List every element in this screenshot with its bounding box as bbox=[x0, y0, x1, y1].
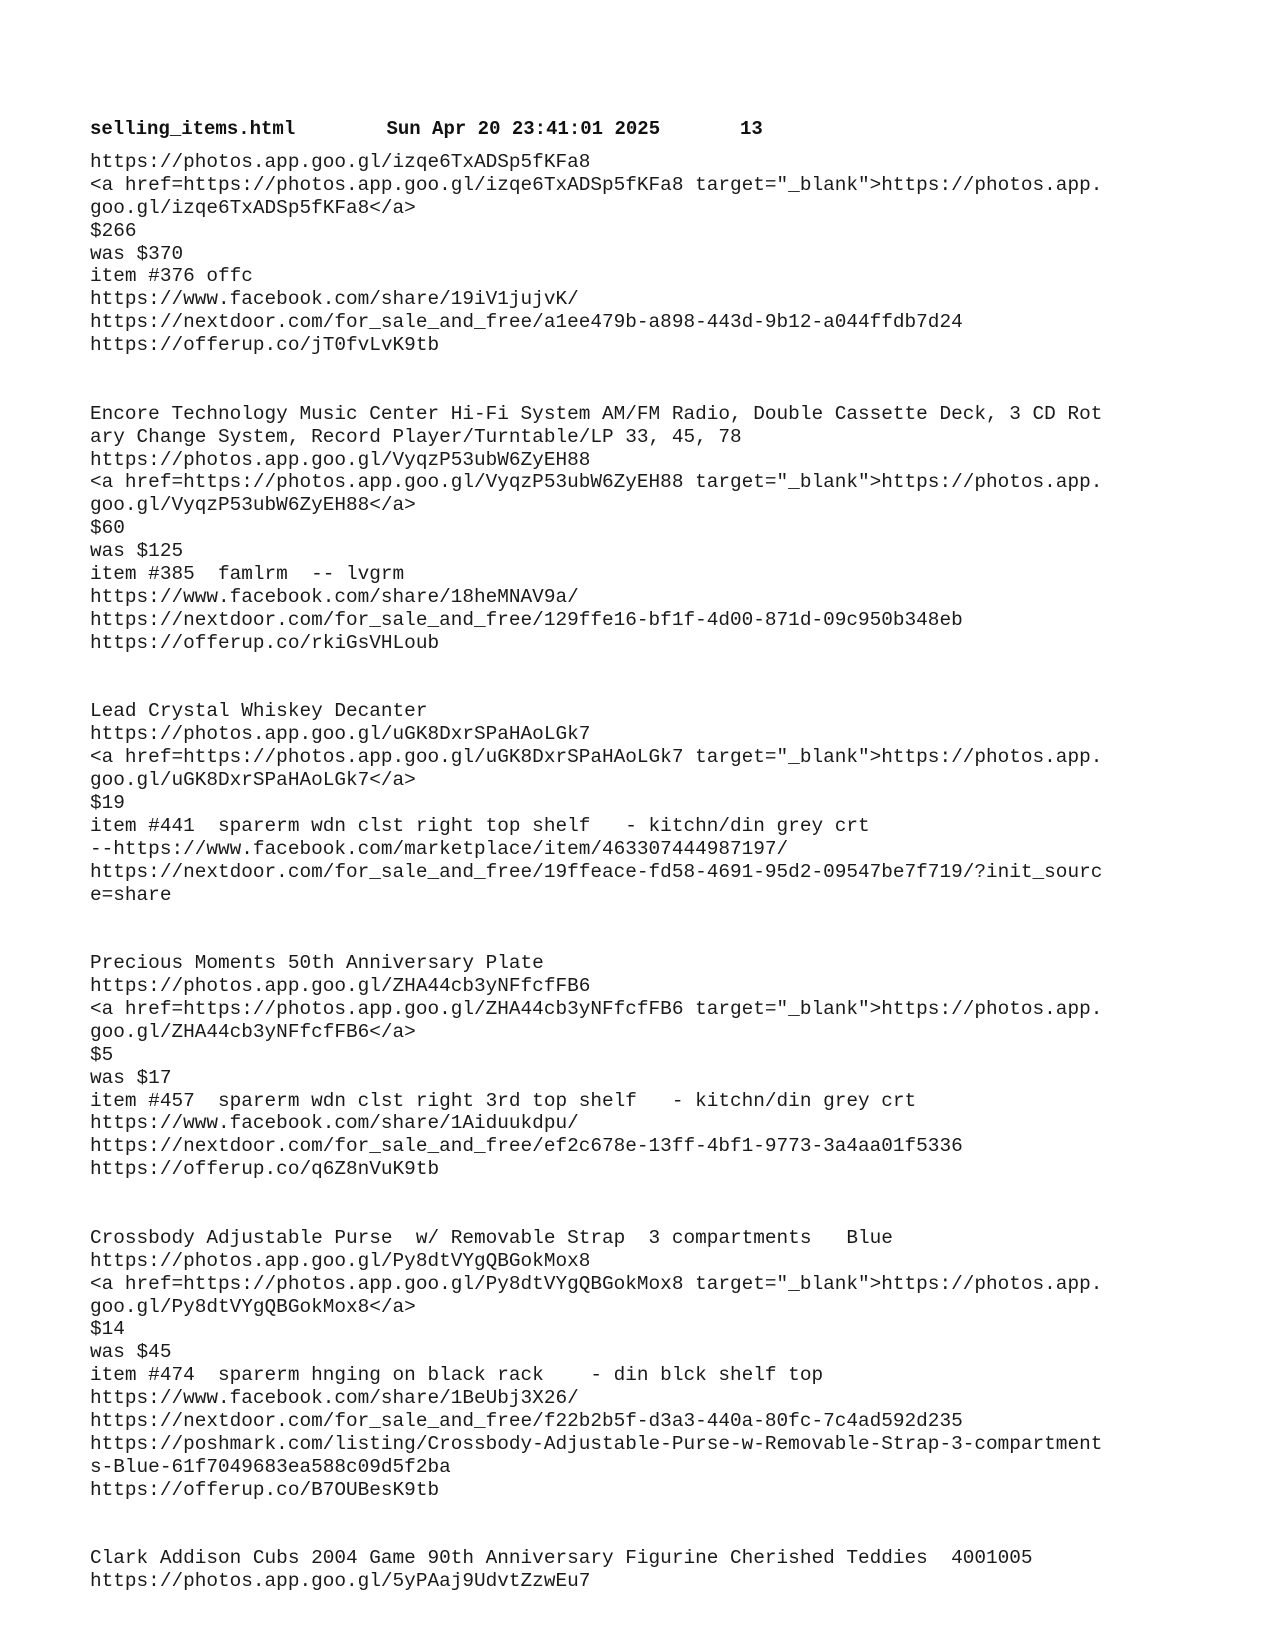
header-date: Sun Apr 20 23:41:01 2025 bbox=[386, 118, 661, 140]
url-line: https://nextdoor.com/for_sale_and_free/19ffeace-fd58-4691-95d2-09547be7f719/?init_sourc bbox=[90, 860, 1103, 883]
url-line: https://photos.app.goo.gl/izqe6TxADSp5fKFa8 bbox=[90, 151, 591, 173]
price-line: $60 bbox=[90, 517, 125, 540]
text-line: Clark Addison Cubs 2004 Game 90th Anniversary Figurine Cherished Teddies 4001005 bbox=[90, 1547, 1033, 1570]
text-line: goo.gl/ZHA44cb3yNFfcfFB6</a> bbox=[90, 1020, 416, 1043]
anchor-markup-line: <a href=https://photos.app.goo.gl/Py8dtVYgQBGokMox8 target="_blank">https://photos.app. bbox=[90, 1272, 1103, 1295]
url-line: https://photos.app.goo.gl/VyqzP53ubW6ZyEH88 bbox=[90, 448, 591, 471]
text-line: Precious Moments 50th Anniversary Plate bbox=[90, 952, 544, 975]
price-line: $266 bbox=[90, 219, 137, 242]
url-line: https://nextdoor.com/for_sale_and_free/ef2c678e-13ff-4bf1-9773-3a4aa01f5336 bbox=[90, 1135, 963, 1158]
url-line: https://offerup.co/B7OUBesK9tb bbox=[90, 1478, 440, 1501]
url-line: --https://www.facebook.com/marketplace/item/463307444987197/ bbox=[90, 837, 789, 860]
text-line: e=share bbox=[90, 883, 172, 906]
text-line: Encore Technology Music Center Hi-Fi System AM/FM Radio, Double Cassette Deck, 3 CD Rot bbox=[90, 402, 1103, 425]
item-number-line: item #376 offc bbox=[90, 265, 253, 288]
text-line: goo.gl/VyqzP53ubW6ZyEH88</a> bbox=[90, 494, 416, 517]
blank-line bbox=[90, 906, 1190, 929]
page-header bbox=[90, 118, 763, 140]
url-line: https://www.facebook.com/share/19iV1jujvK/ bbox=[90, 288, 579, 311]
url-line: https://offerup.co/rkiGsVHLoub bbox=[90, 631, 440, 654]
text-line: ary Change System, Record Player/Turntable/LP 33, 45, 78 bbox=[90, 425, 742, 448]
url-line: https://offerup.co/q6Z8nVuK9tb bbox=[90, 1158, 440, 1181]
header-filename: selling_items.html bbox=[90, 118, 296, 140]
url-line: https://poshmark.com/listing/Crossbody-Adjustable-Purse-w-Removable-Strap-3-compartment bbox=[90, 1432, 1103, 1455]
anchor-markup-line: <a href=https://photos.app.goo.gl/uGK8DxrSPaHAoLGk7 target="_blank">https://photos.app. bbox=[90, 746, 1103, 769]
header-page-number: 13 bbox=[739, 118, 763, 140]
blank-line bbox=[90, 677, 1190, 700]
url-line: https://nextdoor.com/for_sale_and_free/129ffe16-bf1f-4d00-871d-09c950b348eb bbox=[90, 608, 963, 631]
original-price-line: was $45 bbox=[90, 1341, 172, 1364]
item-number-line: item #441 sparerm wdn clst right top shelf - kitchn/din grey crt bbox=[90, 814, 870, 837]
anchor-markup-line: <a href=https://photos.app.goo.gl/VyqzP53ubW6ZyEH88 target="_blank">https://photos.app. bbox=[90, 471, 1103, 494]
anchor-markup-line: <a href=https://photos.app.goo.gl/izqe6TxADSp5fKFa8 target="_blank">https://photos.app. bbox=[90, 173, 1103, 196]
price-line: $14 bbox=[90, 1318, 125, 1341]
text-line: goo.gl/Py8dtVYgQBGokMox8</a> bbox=[90, 1295, 416, 1318]
item-number-line: item #474 sparerm hnging on black rack - din blck shelf top bbox=[90, 1364, 824, 1387]
anchor-markup-line: <a href=https://photos.app.goo.gl/ZHA44cb3yNFfcfFB6 target="_blank">https://photos.app. bbox=[90, 997, 1103, 1020]
url-line: https://photos.app.goo.gl/5yPAaj9UdvtZzwEu7 bbox=[90, 1570, 591, 1593]
original-price-line: was $370 bbox=[90, 242, 184, 265]
price-line: $19 bbox=[90, 791, 125, 814]
url-line: https://nextdoor.com/for_sale_and_free/f22b2b5f-d3a3-440a-80fc-7c4ad592d235 bbox=[90, 1409, 963, 1432]
url-line: https://photos.app.goo.gl/ZHA44cb3yNFfcfFB6 bbox=[90, 975, 591, 998]
listing-text-body bbox=[90, 151, 1190, 1593]
url-line: https://www.facebook.com/share/1Aiduukdpu/ bbox=[90, 1112, 579, 1135]
url-line: https://www.facebook.com/share/1BeUbj3X26/ bbox=[90, 1387, 579, 1410]
url-line: https://photos.app.goo.gl/uGK8DxrSPaHAoLGk7 bbox=[90, 723, 591, 746]
blank-line bbox=[90, 1524, 1190, 1547]
item-number-line: item #457 sparerm wdn clst right 3rd top shelf - kitchn/din grey crt bbox=[90, 1089, 917, 1112]
item-number-line: item #385 famlrm -- lvgrm bbox=[90, 563, 405, 586]
blank-line bbox=[90, 1204, 1190, 1227]
original-price-line: was $17 bbox=[90, 1066, 172, 1089]
blank-line bbox=[90, 929, 1190, 952]
text-line: Lead Crystal Whiskey Decanter bbox=[90, 700, 428, 723]
url-line: https://offerup.co/jT0fvLvK9tb bbox=[90, 334, 440, 357]
blank-line bbox=[90, 380, 1190, 403]
blank-line bbox=[90, 357, 1190, 380]
url-line: https://nextdoor.com/for_sale_and_free/a1ee479b-a898-443d-9b12-a044ffdb7d24 bbox=[90, 311, 963, 334]
url-line: https://photos.app.goo.gl/Py8dtVYgQBGokMox8 bbox=[90, 1249, 591, 1272]
price-line: $5 bbox=[90, 1043, 114, 1066]
text-line: s-Blue-61f7049683ea588c09d5f2ba bbox=[90, 1455, 451, 1478]
text-line: Crossbody Adjustable Purse w/ Removable Strap 3 compartments Blue bbox=[90, 1226, 893, 1249]
url-line: https://www.facebook.com/share/18heMNAV9a/ bbox=[90, 585, 579, 608]
text-line: goo.gl/uGK8DxrSPaHAoLGk7</a> bbox=[90, 769, 416, 792]
text-line: goo.gl/izqe6TxADSp5fKFa8</a> bbox=[90, 196, 416, 219]
blank-line bbox=[90, 1502, 1190, 1525]
blank-line bbox=[90, 1181, 1190, 1204]
original-price-line: was $125 bbox=[90, 540, 184, 563]
blank-line bbox=[90, 655, 1190, 678]
